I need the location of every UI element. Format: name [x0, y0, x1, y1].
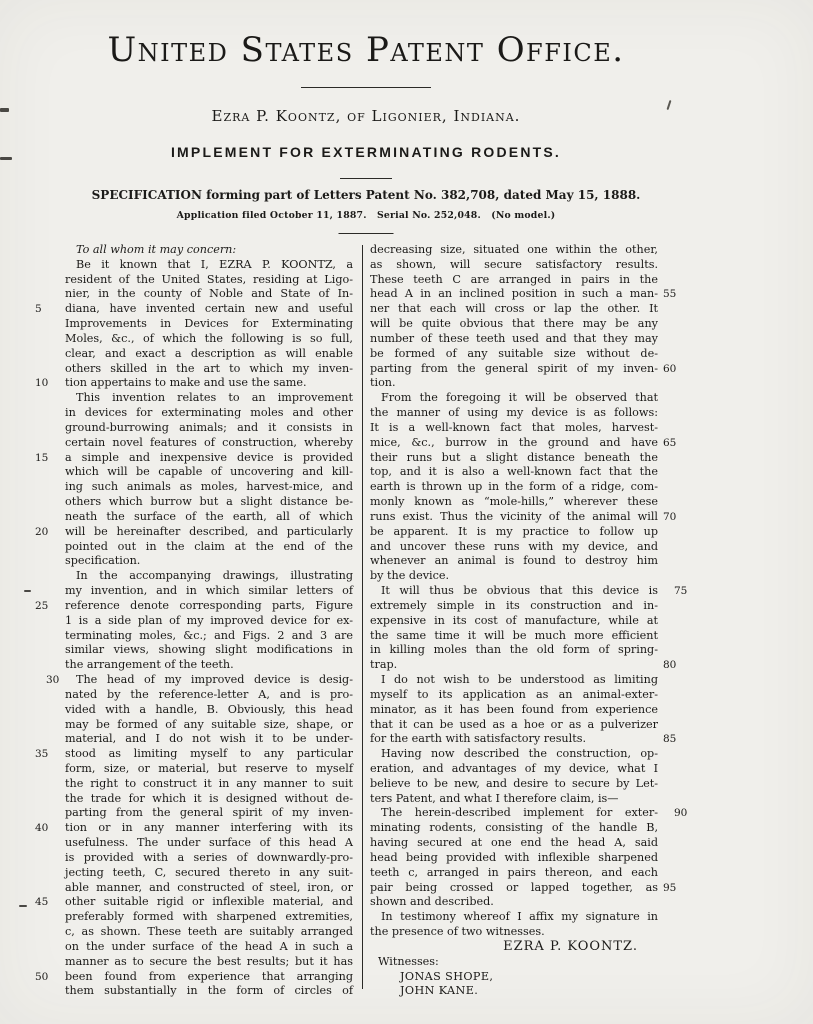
line-text: It is a well-known fact that moles, harvest- — [370, 420, 658, 434]
text-line — [65, 584, 353, 599]
line-text: vided with a handle, B. Obviously, this head — [65, 702, 353, 716]
text-line — [370, 732, 677, 747]
text-line — [35, 598, 353, 614]
line-text: trap. — [370, 658, 398, 672]
text-line — [370, 599, 658, 614]
scan-mark — [0, 108, 9, 112]
line-text: the same time it will be much more efficient — [370, 628, 658, 642]
line-number: 10 — [35, 377, 49, 390]
left-column — [35, 243, 353, 999]
line-text: the trade for which it is designed without de- — [65, 791, 353, 805]
line-number: 25 — [35, 599, 49, 612]
text-line — [65, 910, 353, 925]
text-line — [65, 391, 353, 406]
text-line — [46, 673, 353, 688]
text-line — [65, 614, 353, 629]
text-line — [65, 406, 353, 421]
text-line — [65, 658, 353, 673]
specification-divider-rule — [339, 233, 394, 234]
line-text: them substantially in the form of circles of — [65, 984, 353, 998]
line-text: by the device. — [370, 569, 450, 583]
line-text: my invention, and in which similar letters of — [65, 584, 353, 598]
line-text: JOHN KANE. — [400, 984, 479, 998]
line-text: that it can be used as a hoe or as a pulverizer — [370, 717, 658, 731]
text-line — [65, 643, 353, 658]
text-line — [65, 806, 353, 821]
text-line — [65, 243, 353, 258]
line-text: usefulness. The under surface of this head A — [65, 836, 353, 850]
line-text: Be it known that I, EZRA P. KOONTZ, a — [76, 257, 353, 271]
title-divider-rule — [340, 178, 392, 179]
line-number: 55 — [663, 288, 677, 301]
line-text: in killing moles than the old form of spring- — [370, 643, 658, 657]
patentee-line: Ezra P. Koontz, of Ligonier, Indiana. — [211, 107, 521, 125]
line-text: able manner, and constructed of steel, iron, or — [65, 880, 353, 894]
text-line — [65, 436, 353, 451]
line-number: 50 — [35, 970, 49, 983]
line-text: I do not wish to be understood as limiting — [381, 673, 658, 687]
line-text: the arrangement of the teeth. — [65, 658, 234, 672]
line-text: certain novel features of construction, whereby — [65, 435, 353, 449]
line-text: ing such animals as moles, harvest-mice, and — [65, 480, 353, 494]
office-title: United States Patent Office. — [107, 30, 625, 70]
text-line — [370, 880, 677, 896]
line-text: parting from the general spirit of my inven- — [65, 806, 353, 820]
line-text: 1 is a side plan of my improved device for ex- — [65, 613, 353, 627]
text-line — [65, 836, 353, 851]
text-line — [35, 895, 353, 910]
text-line — [65, 317, 353, 332]
text-line — [65, 732, 353, 747]
line-text: extremely simple in its construction and in- — [370, 598, 658, 612]
line-text: Improvements in Devices for Exterminating — [65, 317, 353, 331]
line-text: monly known as “mole-hills,” wherever these — [370, 495, 658, 509]
line-text: pair being crossed or lapped together, as — [370, 880, 658, 894]
line-text: ner that each will cross or lap the other. It — [370, 302, 658, 316]
line-text: JONAS SHOPE, — [400, 969, 494, 983]
line-text: nated by the reference-letter A, and is pro- — [65, 687, 353, 701]
line-text: neath the surface of the earth, all of which — [65, 509, 353, 523]
line-number: 45 — [35, 896, 49, 909]
line-text: minator, as it has been found from experience — [370, 702, 658, 716]
text-line — [370, 243, 658, 258]
text-line — [35, 969, 353, 985]
text-line — [370, 421, 658, 436]
text-line — [65, 347, 353, 362]
text-line — [370, 703, 658, 718]
text-line — [370, 836, 658, 851]
text-line — [370, 273, 658, 288]
text-line — [370, 643, 658, 658]
line-text: which will be capable of uncovering and kill- — [65, 465, 353, 479]
text-line — [65, 925, 353, 940]
text-line — [65, 955, 353, 970]
line-text: earth is thrown up in the form of a ridge, com- — [370, 480, 658, 494]
line-text: Moles, &c., of which the following is so full, — [65, 331, 353, 345]
line-text: be apparent. It is my practice to follow up — [370, 524, 658, 538]
line-text: head A in an inclined position in such a man- — [370, 287, 658, 301]
line-text: reference denote corresponding parts, Figure — [65, 598, 353, 612]
line-text: others which burrow but a slight distance be- — [65, 495, 353, 509]
text-line — [35, 821, 353, 836]
text-line — [65, 258, 353, 273]
text-line — [65, 362, 353, 377]
text-line — [370, 509, 677, 525]
text-line — [370, 821, 658, 836]
line-text: This invention relates to an improvement — [76, 391, 353, 405]
line-text: ground-burrowing animals; and it consists in — [65, 420, 353, 434]
line-text: may be formed of any suitable size, shape, or — [65, 717, 353, 731]
line-number: 95 — [663, 881, 677, 894]
line-text: as shown, will secure satisfactory results. — [370, 257, 658, 271]
scan-mark — [0, 157, 12, 160]
line-text: In the accompanying drawings, illustrating — [76, 569, 353, 583]
line-text: nier, in the county of Noble and State of In- — [65, 287, 353, 301]
text-line — [370, 629, 658, 644]
text-line — [65, 718, 353, 733]
text-line — [370, 925, 658, 940]
line-text: diana, have invented certain new and useful — [65, 302, 353, 316]
text-line — [65, 495, 353, 510]
line-text: form, size, or material, but reserve to myself — [65, 761, 353, 775]
text-line — [65, 332, 353, 347]
text-line — [370, 376, 658, 391]
line-number: 90 — [674, 807, 688, 820]
line-text: c, as shown. These teeth are suitably arranged — [65, 925, 353, 939]
text-line — [370, 910, 658, 925]
text-line — [65, 777, 353, 792]
text-line — [370, 287, 677, 302]
text-line — [370, 554, 658, 569]
line-text: will be hereinafter described, and particularly — [65, 524, 353, 538]
header-divider-rule — [301, 87, 431, 88]
line-text: In testimony whereof I affix my signature in — [381, 910, 658, 924]
line-text: for the earth with satisfactory results. — [370, 732, 587, 746]
text-line — [65, 984, 353, 999]
text-line — [370, 480, 658, 495]
text-line — [370, 970, 658, 985]
line-text: From the foregoing it will be observed that — [381, 391, 658, 405]
text-line — [65, 629, 353, 644]
line-text: material, and I do not wish it to be under- — [65, 732, 353, 746]
line-text: Having now described the construction, op- — [381, 747, 658, 761]
line-text: runs exist. Thus the vicinity of the animal will — [370, 509, 658, 523]
scan-mark — [19, 905, 27, 907]
text-line — [65, 792, 353, 807]
line-text: myself to its application as an animal-exter- — [370, 687, 658, 701]
line-text: To all whom it may concern: — [76, 243, 237, 256]
line-text: ters Patent, and what I therefore claim, is— — [370, 791, 619, 805]
text-line — [65, 480, 353, 495]
text-line — [370, 406, 658, 421]
text-line — [370, 673, 658, 688]
line-text: stood as limiting myself to any particular — [65, 747, 353, 761]
text-line — [370, 540, 658, 555]
text-line — [370, 718, 658, 733]
text-line — [370, 495, 658, 510]
text-line — [35, 376, 353, 391]
text-line — [65, 762, 353, 777]
line-text: preferably formed with sharpened extremities, — [65, 910, 353, 924]
text-line — [370, 332, 658, 347]
line-number: 5 — [35, 303, 42, 316]
line-text: the presence of two witnesses. — [370, 925, 545, 939]
text-line — [65, 287, 353, 302]
line-text: decreasing size, situated one within the other, — [370, 243, 658, 256]
text-line — [65, 421, 353, 436]
line-text: having secured at one end the head A, said — [370, 836, 658, 850]
invention-title: IMPLEMENT FOR EXTERMINATING RODENTS. — [170, 144, 562, 160]
text-line — [370, 525, 658, 540]
line-number: 70 — [663, 510, 677, 523]
text-line — [65, 569, 353, 584]
line-text: a simple and inexpensive device is provided — [65, 450, 353, 464]
text-line — [370, 792, 658, 807]
line-text: shown and described. — [370, 895, 494, 909]
line-text: similar views, showing slight modifications in — [65, 643, 353, 657]
text-line — [65, 703, 353, 718]
text-line — [35, 302, 353, 317]
text-line — [370, 866, 658, 881]
text-line — [65, 940, 353, 955]
text-line — [65, 881, 353, 896]
line-number: 65 — [663, 436, 677, 449]
line-number: 85 — [663, 733, 677, 746]
line-text: clear, and exact a description as will enable — [65, 346, 353, 360]
text-line — [65, 510, 353, 525]
text-line — [370, 584, 688, 599]
text-line — [370, 940, 658, 955]
line-text: EZRA P. KOONTZ. — [503, 938, 638, 954]
text-line — [370, 614, 658, 629]
text-line — [370, 984, 658, 999]
line-number: 20 — [35, 525, 49, 538]
line-text: eration, and advantages of my device, what I — [370, 761, 658, 775]
line-number: 60 — [663, 362, 677, 375]
text-line — [370, 258, 658, 273]
text-line — [370, 347, 658, 362]
line-text: tion appertains to make and use the same. — [65, 376, 307, 390]
application-line: Application filed October 11, 1887. Serial No. 252,048. (No model.) — [176, 210, 556, 221]
line-text: their runs but a slight distance beneath the — [370, 450, 658, 464]
line-text: minating rodents, consisting of the handle B, — [370, 821, 658, 835]
text-line — [370, 777, 658, 792]
line-text: believe to be new, and desire to secure by Let- — [370, 776, 658, 790]
text-line — [370, 317, 658, 332]
line-text: in devices for exterminating moles and other — [65, 406, 353, 420]
line-number: 40 — [35, 822, 49, 835]
text-line — [370, 361, 677, 377]
text-line — [370, 955, 658, 970]
line-text: terminating moles, &c.; and Figs. 2 and 3 are — [65, 628, 353, 642]
line-text: pointed out in the claim at the end of the — [65, 539, 353, 553]
line-text: number of these teeth used and that they may — [370, 331, 658, 345]
text-line — [65, 273, 353, 288]
line-text: expensive in its cost of manufacture, while at — [370, 613, 658, 627]
text-line — [65, 851, 353, 866]
right-column — [370, 243, 688, 999]
specification-line: SPECIFICATION forming part of Letters Patent No. 382,708, dated May 15, 1888. — [91, 188, 641, 202]
line-text: manner as to secure the best results; but it has — [65, 954, 353, 968]
text-line — [35, 747, 353, 762]
line-text: Witnesses: — [378, 954, 439, 968]
line-text: on the under surface of the head A in such a — [65, 939, 353, 953]
line-text: is provided with a series of downwardly-pro- — [65, 850, 353, 864]
text-line — [370, 435, 677, 451]
line-number: 35 — [35, 748, 49, 761]
line-text: others skilled in the art to which my inven- — [65, 361, 353, 375]
text-line — [65, 688, 353, 703]
line-number: 15 — [35, 451, 49, 464]
line-number: 75 — [674, 585, 688, 598]
line-text: tion. — [370, 376, 396, 390]
line-text: These teeth C are arranged in pairs in the — [370, 272, 658, 286]
text-line — [35, 524, 353, 540]
line-text: will be quite obvious that there may be any — [370, 317, 658, 331]
line-text: top, and it is also a well-known fact that the — [370, 465, 658, 479]
line-text: tion or in any manner interfering with its — [65, 821, 353, 835]
text-line — [370, 465, 658, 480]
line-text: been found from experience that arranging — [65, 969, 353, 983]
scan-mark — [24, 590, 31, 592]
text-line — [370, 658, 677, 673]
line-text: parting from the general spirit of my inven- — [370, 361, 658, 375]
line-number: 80 — [663, 659, 677, 672]
text-line — [370, 688, 658, 703]
text-line — [370, 806, 688, 821]
text-line — [370, 895, 658, 910]
line-text: The head of my improved device is desig- — [76, 673, 353, 687]
column-divider-rule — [362, 245, 363, 989]
text-line — [65, 465, 353, 480]
line-text: other suitable rigid or inflexible material, and — [65, 895, 353, 909]
line-text: the right to construct it in any manner to suit — [65, 776, 353, 790]
line-text: specification. — [65, 554, 141, 568]
line-text: head being provided with inflexible sharpened — [370, 850, 658, 864]
line-text: The herein-described implement for exter- — [381, 806, 658, 820]
line-number: 30 — [46, 674, 60, 687]
line-text: whenever an animal is found to destroy him — [370, 554, 658, 568]
text-line — [370, 302, 658, 317]
text-line — [370, 569, 658, 584]
text-line — [35, 450, 353, 466]
line-text: and uncover these runs with my device, and — [370, 539, 658, 553]
line-text: be formed of any suitable size without de- — [370, 346, 658, 360]
text-line — [370, 451, 658, 466]
line-text: jecting teeth, C, secured thereto in any suit- — [65, 865, 353, 879]
line-text: resident of the United States, residing at Ligo- — [65, 272, 353, 286]
line-text: the manner of using my device is as follows: — [370, 406, 658, 420]
text-line — [65, 540, 353, 555]
text-line — [65, 866, 353, 881]
line-text: It will thus be obvious that this device is — [381, 584, 658, 598]
text-line — [65, 554, 353, 569]
line-text: teeth c, arranged in pairs thereon, and each — [370, 865, 658, 879]
text-line — [370, 762, 658, 777]
line-text: mice, &c., burrow in the ground and have — [370, 435, 658, 449]
text-line — [370, 851, 658, 866]
text-line — [370, 747, 658, 762]
text-line — [370, 391, 658, 406]
